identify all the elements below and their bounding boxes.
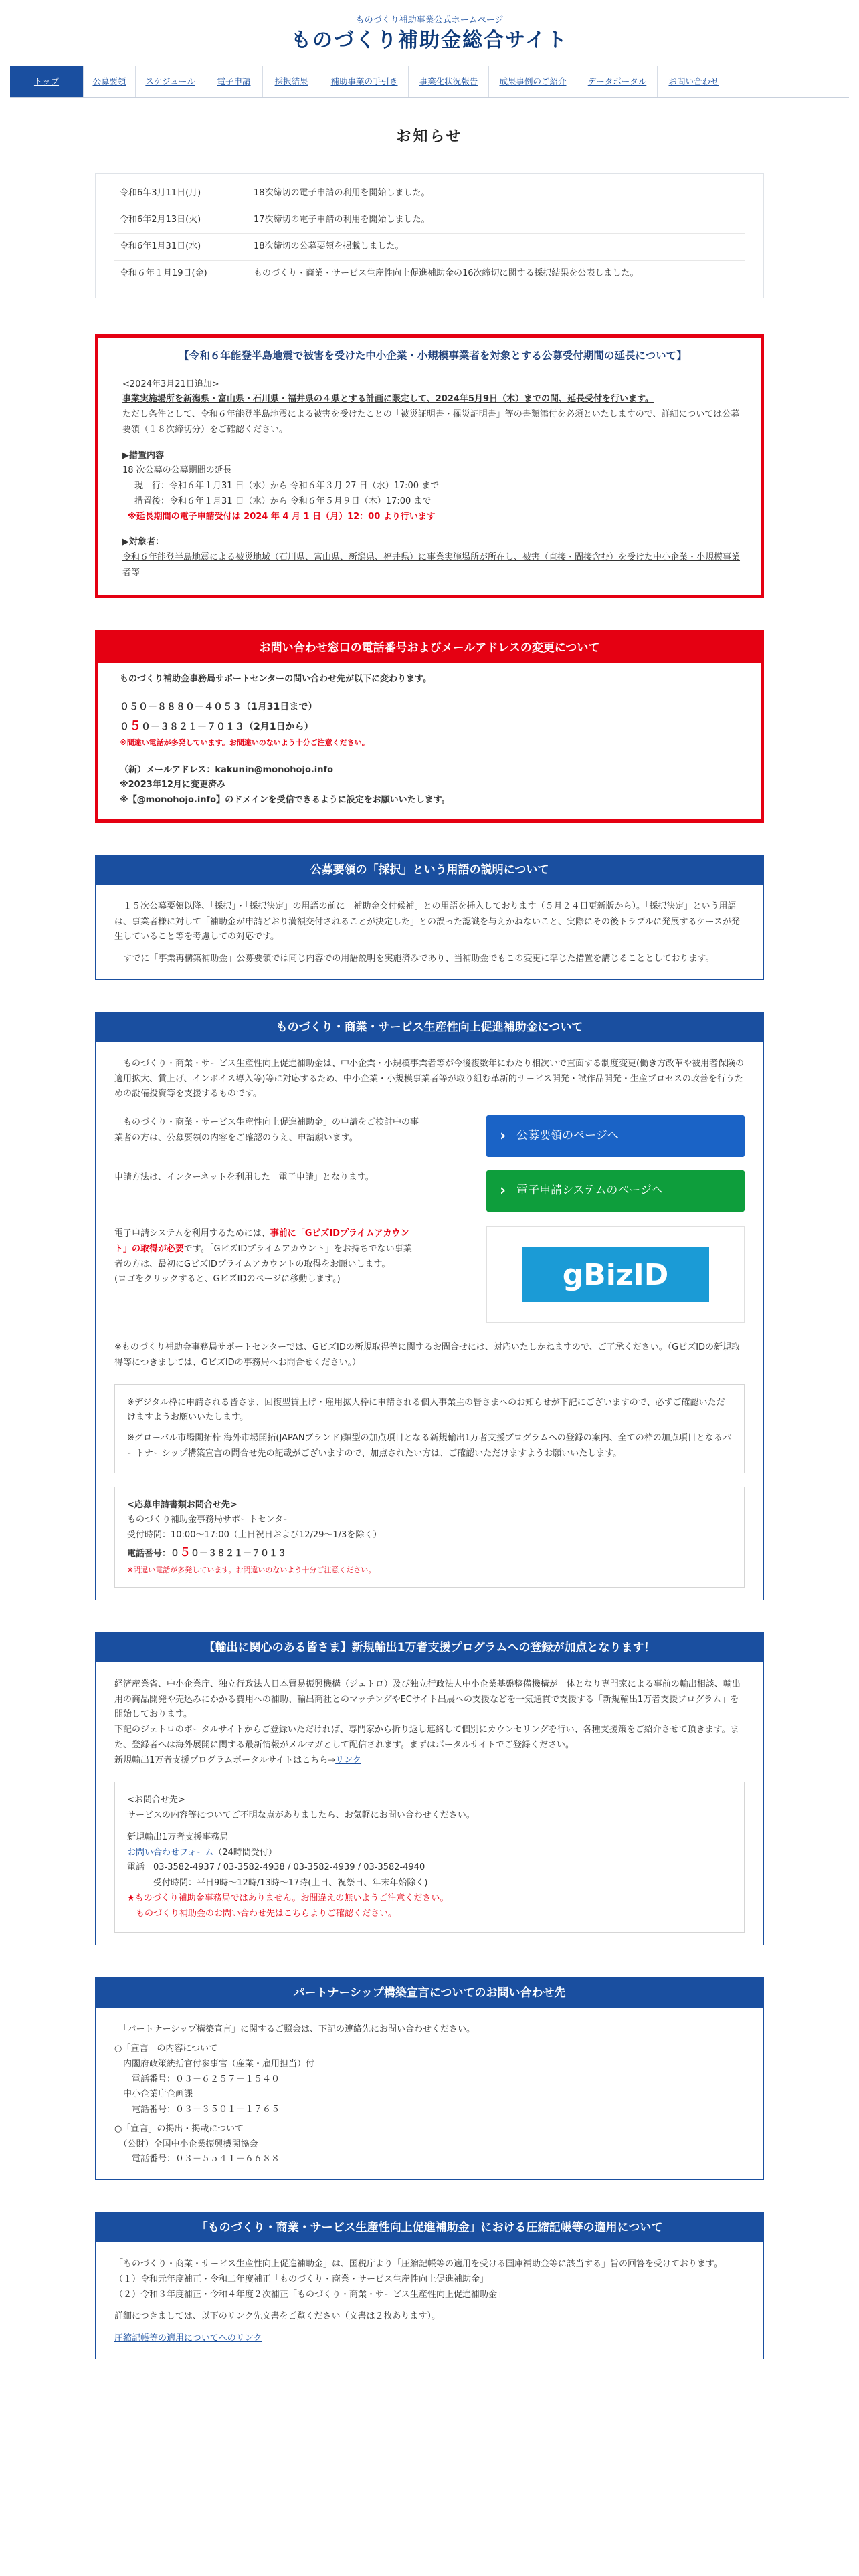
earthquake-notice-title: 【令和６年能登半島地震で被害を受けた中小企業・小規模事業者を対象とする公募受付期間の延長について】 xyxy=(179,349,687,362)
compression-link[interactable]: 圧縮記帳等の適用についてへのリンク xyxy=(114,2333,262,2344)
compression-paragraph: （２）令和３年度補正・令和４年度２次補正「ものづくり・商業・サービス生産性向上促進補助金」 xyxy=(114,2289,506,2300)
export-contact-heading: <お問合せ先> xyxy=(127,1795,185,1806)
about-contact-phone: 電話番号：０５０－３８２１－７０１３ xyxy=(127,1545,287,1560)
about-notes-box xyxy=(114,1384,745,1473)
news-item xyxy=(114,181,745,207)
site-header xyxy=(0,0,859,66)
nav-item[interactable]: 公募要領 xyxy=(84,66,136,97)
compression-section xyxy=(95,2212,764,2359)
export-contact-line: 電話 03-3582-4937 / 03-3582-4938 / 03-3582-4939 / 03-3582-4940 xyxy=(127,1862,425,1873)
term-section xyxy=(95,855,764,980)
news-date: 令和6年3月11日(月) xyxy=(120,187,201,198)
export-portal-line: 新規輸出1万者支援プログラムポータルサイトはこちら⇒リンク xyxy=(114,1755,361,1765)
compression-title: 「ものづくり・商業・サービス生産性向上促進補助金」における圧縮記帳等の適用について xyxy=(96,2213,763,2242)
about-section xyxy=(95,1012,764,1600)
notice-lead-2: ただし条件として、令和６年能登半島地震による被害を受けたことの「被災証明書・罹災証明書」等の書類添付を必須といたしますので、詳細については公募要領（１８次締切分）をご確認ください。 xyxy=(122,409,740,435)
news-date: 令和6年1月31日(水) xyxy=(120,241,201,251)
news-item xyxy=(114,234,745,261)
gbiz-note: ※ものづくり補助金事務局サポートセンターでは、GビズIDの新規取得等に関するお問合せには、対応いたしかねますので、ご了承ください。（GビズIDの新規取得等につきましては、GビズIDの事務局へお問合せください。） xyxy=(114,1342,741,1368)
nav-item[interactable]: 補助事業の手引き xyxy=(320,66,409,97)
about-contact-warning: ※間違い電話が多発しています。お間違いのないよう十分ご注意ください。 xyxy=(127,1565,376,1574)
contact-change-title: お問い合わせ窓口の電話番号およびメールアドレスの変更について xyxy=(98,633,761,663)
old-phone: ０５０－８８８０－４０５３（1月31日まで） xyxy=(120,702,318,713)
compression-paragraph: 「ものづくり・商業・サービス生産性向上促進補助金」は、国税庁より「圧縮記帳等の適用を受ける国庫補助金等に該当する」旨の回答を受けております。 xyxy=(114,2259,723,2270)
guidelines-button[interactable]: › 公募要領のページへ xyxy=(486,1115,745,1157)
news-date: 令和６年１月19日(金) xyxy=(120,268,207,279)
news-heading: お知らせ xyxy=(396,128,463,145)
about-contact-heading: <応募申請書類お問合せ先> xyxy=(127,1499,237,1510)
partnership-section xyxy=(95,1977,764,2180)
nav-item[interactable]: 成果事例のご紹介 xyxy=(489,66,577,97)
nav-item[interactable]: スケジュール xyxy=(136,66,205,97)
nav-item[interactable]: お問い合わせ xyxy=(668,76,719,87)
export-warning-link-line: ものづくり補助金のお問い合わせ先はこちらよりご確認ください。 xyxy=(127,1908,397,1919)
nav-item[interactable]: トップ xyxy=(10,66,84,97)
measure-line: 18 次公募の公募期間の延長 xyxy=(122,465,232,476)
measure-line: 現 行：令和６年１月31 日（水）から 令和６年３月 27 日（水）17:00 まで xyxy=(134,481,440,492)
nav-item[interactable]: 電子申請 xyxy=(205,66,263,97)
export-warning: ★ものづくり補助金事務局ではありません。お間違えの無いようご注意ください。 xyxy=(127,1893,449,1903)
partnership-item: 内閣府政策統括官付参事官（産業・雇用担当）付 xyxy=(114,2058,315,2069)
phone-warning: ※間違い電話が多発しています。お間違いのないよう十分ご注意ください。 xyxy=(120,738,369,748)
export-title: 【輸出に関心のある皆さま】新規輸出1万者支援プログラムへの登録が加点となります！ xyxy=(96,1633,763,1662)
monohojo-contact-link[interactable]: こちら xyxy=(284,1908,310,1919)
site-subtitle: ものづくり補助事業公式ホームページ xyxy=(355,15,504,25)
about-contact-line: ものづくり補助金事務局サポートセンター xyxy=(127,1515,292,1525)
news-item xyxy=(114,261,745,288)
compression-paragraph: （１）令和元年度補正・令和二年度補正「ものづくり・商業・サービス生産性向上促進補助金」 xyxy=(114,2274,489,2284)
news-text: ものづくり・商業・サービス生産性向上促進補助金の16次締切に関する採択結果を公表しました。 xyxy=(254,268,639,279)
partnership-item: 電話番号：０３－３５０１－１７６５ xyxy=(114,2105,280,2115)
news-text: 17次締切の電子申請の利用を開始しました。 xyxy=(254,214,430,225)
nav-item[interactable]: 採択結果 xyxy=(263,66,320,97)
gbiz-text: 電子申請システムを利用するためには、事前に「GビズIDプライムアカウント」の取得が必要です。「GビズIDプライムアカウント」をお持ちでない事業者の方は、最初にGビズIDプライムアカウントの取得をお願いします。 (ロゴをクリックすると、GビズIDのページに移動します。) xyxy=(114,1228,412,1285)
partnership-item: ○「宣言」の掲出・掲載について xyxy=(114,2123,244,2134)
export-paragraph: 下記のジェトロのポータルサイトからご登録いただければ、専門家から折り返し連絡して個別にカウンセリングを行い、各種支援策をご紹介させて頂きます。また、登録者へは海外展開に関する最新情報がメルマガとして配信されます。まずはポータルサイトでご登録ください。 xyxy=(114,1725,739,1750)
term-paragraph: すでに「事業再構築補助金」公募要領では同じ内容での用語説明を実施済みであり、当補助金でもこの変更に準じた措置を講じることとしております。 xyxy=(114,954,714,964)
export-paragraph: 経済産業省、中小企業庁、独立行政法人日本貿易振興機構（ジェトロ）及び独立行政法人中小企業基盤整備機構が一体となり専門家による事前の輸出相談、輸出用の商品開発や売込みにかかる費用への補助、輸出商社とのマッチングやECサイト出展への支援などを一気通貫で支援する「新規輸出1万者支援プログラム」を開始しております。 xyxy=(114,1679,741,1720)
partnership-item: 電話番号：０３－６２５７－１５４０ xyxy=(114,2074,280,2084)
about-contact-box xyxy=(114,1487,745,1588)
about-note: ※デジタル枠に申請される皆さま、回復型賃上げ・雇用拡大枠に申請される個人事業主の皆さまへのお知らせが下記にございますので、必ずご確認いただけますようお願いいたします。 xyxy=(127,1397,725,1423)
new-phone: ０５０－３８２１－７０１３（2月1日から） xyxy=(120,718,314,733)
inquiry-form-link[interactable]: お問い合わせフォーム xyxy=(127,1847,214,1858)
contact-change-box xyxy=(95,630,764,823)
term-paragraph: １５次公募要領以降、「採択」・「採択決定」の用語の前に「補助金交付候補」との用語を挿入しております（５月２４日更新版から）。「採択決定」という用語は、事業者様に対して「補助金が申請どおり満額交付されることが決定した」との誤った認識を与えかねないこと、実際にその後トラブルに発展するケースが発生していること等を考慮しての対応です。 xyxy=(114,901,740,942)
earthquake-notice xyxy=(95,334,764,598)
partnership-item: 電話番号：０３－５５４１－６６８８ xyxy=(114,2154,280,2165)
notice-lead: 事業実施場所を新潟県・富山県・石川県・福井県の４県とする計画に限定して、2024年5月9日（木）までの間、延長受付を行います。 xyxy=(122,394,654,405)
measure-line: 措置後：令和６年１月31 日（水）から 令和６年５月９日（木）17:00 まで xyxy=(134,496,432,506)
news-list xyxy=(95,173,764,298)
gbiz-logo-frame xyxy=(486,1226,745,1323)
about-paragraph: ものづくり・商業・サービス生産性向上促進補助金は、中小企業・小規模事業者等が今後複数年にわたり相次いで直面する制度変更(働き方改革や被用者保険の適用拡大、賃上げ、インボイス導入等)等に対応するため、中小企業・小規模事業者等が取り組む革新的サービス開発・試作品開発・生産プロセスの改善を行うための設備投資等を支援するものです。 xyxy=(114,1058,745,1099)
about-guide-text: 「ものづくり・商業・サービス生産性向上促進補助金」の申請をご検討中の事業者の方は、公募要領の内容をご確認のうえ、申請願います。 xyxy=(114,1117,419,1143)
export-section xyxy=(95,1632,764,1946)
nav-item[interactable]: 事業化状況報告 xyxy=(409,66,489,97)
nav-item[interactable]: データポータル xyxy=(577,66,658,97)
partnership-item: 中小企業庁企画課 xyxy=(114,2089,193,2100)
global-nav xyxy=(10,66,849,98)
export-contact-line: 新規輸出1万者支援事務局 xyxy=(127,1832,229,1842)
export-contact-line: サービスの内容等についてご不明な点がありましたら、お気軽にお問い合わせください。 xyxy=(127,1810,475,1821)
partnership-item: ○「宣言」の内容について xyxy=(114,2044,218,2054)
notice-added-date: <2024年3月21日追加> xyxy=(122,379,219,389)
about-note: ※グローバル市場開拓枠 海外市場開拓(JAPANブランド)類型の加点項目となる新規輸出1万者支援プログラムへの登録の案内、全ての枠の加点項目となるパートナーシップ構築宣言の問合せ先の記載がございますので、加点されたい方は、ご確認いただけますようお願いいたします。 xyxy=(127,1433,731,1459)
chevron-right-icon: › xyxy=(500,1182,506,1199)
email-date: ※2023年12月に変更済み xyxy=(120,780,225,790)
partnership-item: （公財）全国中小企業振興機関協会 xyxy=(114,2139,258,2149)
about-apply-text: 申請方法は、インターネットを利用した「電子申請」となります。 xyxy=(114,1172,374,1183)
compression-paragraph: 詳細につきましては、以下のリンク先文書をご覧ください（文書は２枚あります）。 xyxy=(114,2311,440,2322)
measure-highlight: ※延長期間の電子申請受付は 2024 年 4 月 1 日（月）12：00 より行います xyxy=(128,511,436,522)
site-title[interactable]: ものづくり補助金総合サイト xyxy=(291,29,568,52)
measure-heading: ▶措置内容 xyxy=(122,450,164,461)
export-form-line: お問い合わせフォーム（24時間受付） xyxy=(127,1847,277,1858)
contact-intro: ものづくり補助金事務局サポートセンターの問い合わせ先が以下に変わります。 xyxy=(120,673,432,684)
export-contact-box xyxy=(114,1782,745,1933)
chevron-right-icon: › xyxy=(500,1127,506,1144)
news-date: 令和6年2月13日(火) xyxy=(120,214,201,225)
about-contact-line: 受付時間：10:00〜17:00（土日祝日および12/29〜1/3を除く） xyxy=(127,1530,382,1541)
e-application-button[interactable]: › 電子申請システムのページへ xyxy=(486,1170,745,1212)
export-contact-line: 受付時間：平日9時〜12時/13時〜17時(土日、祝祭日、年末年始除く) xyxy=(127,1878,428,1889)
target-text: 令和６年能登半島地震による被災地域（石川県、富山県、新潟県、福井県）に事業実施場所が所在し、被害（直接・間接含む）を受けた中小企業・小規模事業者等 xyxy=(122,552,741,578)
partnership-lead: 「パートナーシップ構築宣言」に関するご照会は、下記の連絡先にお問い合わせください。 xyxy=(114,2024,475,2035)
new-email: （新）メールアドレス：kakunin@monohojo.info xyxy=(120,764,334,775)
news-text: 18次締切の電子申請の利用を開始しました。 xyxy=(254,187,430,198)
gbiz-logo[interactable]: gBizID xyxy=(522,1247,709,1302)
export-portal-link[interactable]: リンク xyxy=(335,1755,361,1765)
news-text: 18次締切の公募要領を掲載しました。 xyxy=(254,241,404,251)
about-title: ものづくり・商業・サービス生産性向上促進補助金について xyxy=(96,1012,763,1042)
term-title: 公募要領の「採択」という用語の説明について xyxy=(96,855,763,885)
news-item xyxy=(114,207,745,234)
email-note: ※【@monohojo.info】のドメインを受信できるように設定をお願いいたします。 xyxy=(120,795,450,806)
target-heading: ▶対象者： xyxy=(122,537,164,548)
partnership-title: パートナーシップ構築宣言についてのお問い合わせ先 xyxy=(96,1978,763,2008)
